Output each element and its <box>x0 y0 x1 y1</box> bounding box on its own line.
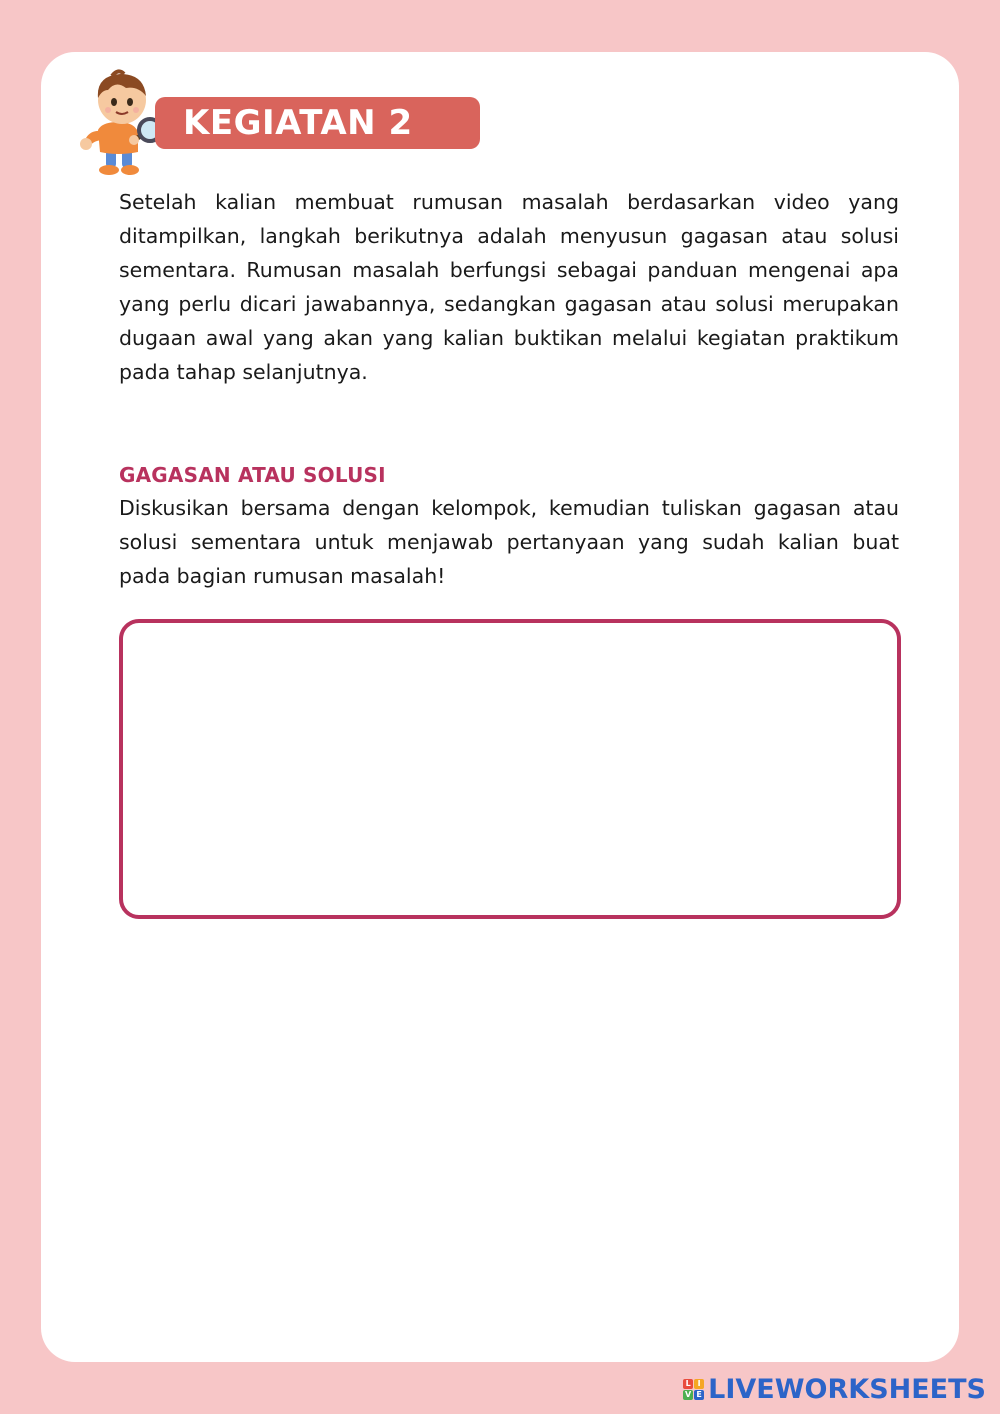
liveworksheets-logo-mark <box>683 1379 704 1400</box>
logo-text: LIVEWORKSHEETS <box>708 1373 986 1405</box>
instruction-paragraph: Diskusikan bersama dengan kelompok, kemudian tuliskan gagasan atau solusi sementara untuk menjawab pertanyaan yang sudah kalian buat pada bagian rumusan masalah! <box>119 496 899 588</box>
page-title: KEGIATAN 2 <box>183 103 413 143</box>
logo-letter: V <box>685 1389 692 1399</box>
activity-title-banner <box>155 97 480 149</box>
answer-input[interactable] <box>123 623 897 915</box>
intro-paragraph: Setelah kalian membuat rumusan masalah berdasarkan video yang ditampilkan, langkah berikutnya adalah menyusun gagasan atau solusi sementara. Rumusan masalah berfungsi sebagai panduan mengenai apa yang perlu dicari jawabannya, sedangkan gagasan atau solusi merupakan dugaan awal yang akan yang kalian buktikan melalui kegiatan praktikum pada tahap selanjutnya. <box>119 190 899 384</box>
logo-letter: E <box>694 1390 704 1400</box>
liveworksheets-logo[interactable] <box>683 1374 986 1404</box>
boy-with-magnifying-glass-icon <box>72 68 168 178</box>
answer-box <box>119 619 901 919</box>
logo-letter: I <box>694 1379 704 1389</box>
logo-letter: L <box>683 1379 693 1389</box>
section-heading: GAGASAN ATAU SOLUSI <box>119 463 386 487</box>
